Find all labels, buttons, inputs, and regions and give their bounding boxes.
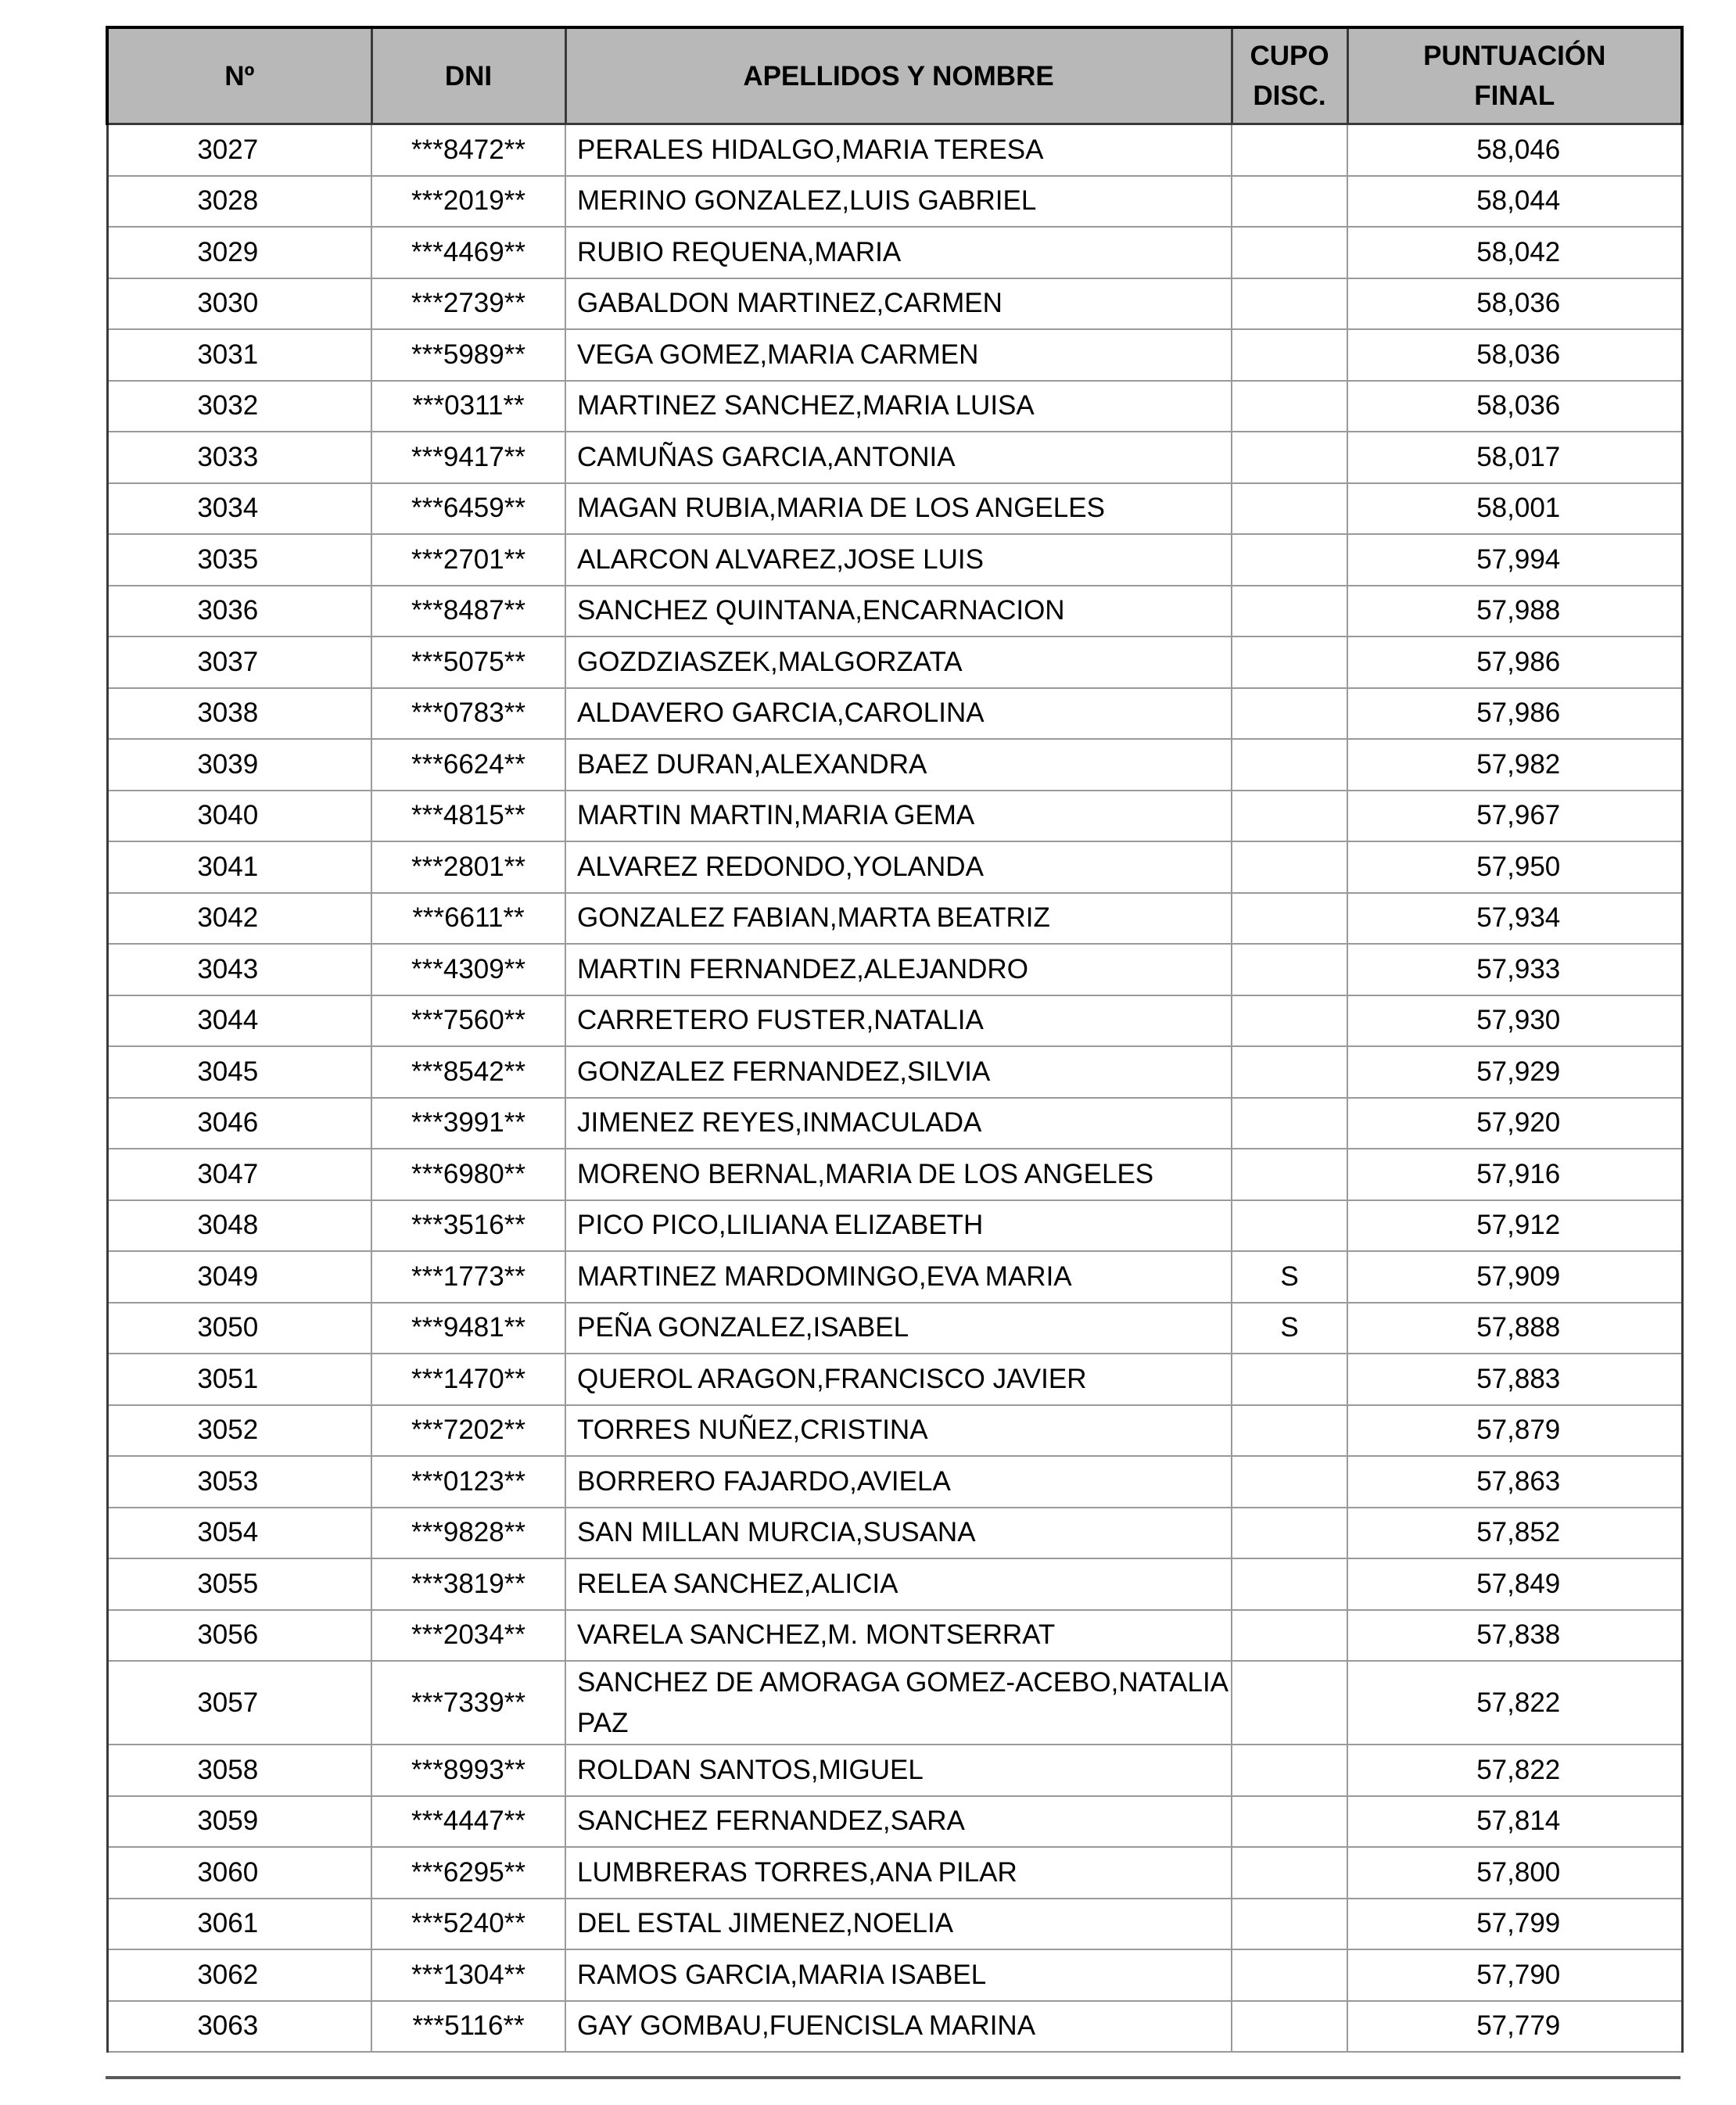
cell-dni: ***7560** bbox=[371, 995, 565, 1047]
table-row bbox=[107, 1456, 1682, 1508]
cell-puntuacion-final: 58,046 bbox=[1347, 124, 1682, 176]
cell-dni: ***1470** bbox=[371, 1354, 565, 1405]
cell-full-name: QUEROL ARAGON,FRANCISCO JAVIER bbox=[565, 1354, 1232, 1405]
cell-cupo-disc bbox=[1232, 176, 1347, 228]
cell-cupo-disc bbox=[1232, 432, 1347, 483]
cell-full-name: ALARCON ALVAREZ,JOSE LUIS bbox=[565, 534, 1232, 586]
cell-dni: ***9828** bbox=[371, 1508, 565, 1559]
cell-cupo-disc bbox=[1232, 1661, 1347, 1745]
cell-puntuacion-final: 57,888 bbox=[1347, 1303, 1682, 1354]
cell-dni: ***2701** bbox=[371, 534, 565, 586]
header-name: APELLIDOS Y NOMBRE bbox=[565, 27, 1232, 124]
cell-puntuacion-final: 57,930 bbox=[1347, 995, 1682, 1047]
table-row bbox=[107, 1508, 1682, 1559]
cell-full-name: BORRERO FAJARDO,AVIELA bbox=[565, 1456, 1232, 1508]
cell-dni: ***2034** bbox=[371, 1610, 565, 1662]
table-row bbox=[107, 278, 1682, 330]
cell-puntuacion-final: 57,879 bbox=[1347, 1405, 1682, 1457]
table-row bbox=[107, 329, 1682, 381]
cell-full-name: GAY GOMBAU,FUENCISLA MARINA bbox=[565, 2001, 1232, 2053]
cell-dni: ***3819** bbox=[371, 1558, 565, 1610]
cell-cupo-disc bbox=[1232, 483, 1347, 535]
table-row bbox=[107, 1251, 1682, 1303]
cell-cupo-disc bbox=[1232, 1847, 1347, 1899]
cell-number: 3058 bbox=[107, 1745, 371, 1796]
cell-dni: ***4469** bbox=[371, 227, 565, 278]
results-table bbox=[106, 26, 1684, 2053]
table-row bbox=[107, 1558, 1682, 1610]
cell-full-name: BAEZ DURAN,ALEXANDRA bbox=[565, 739, 1232, 791]
table-row bbox=[107, 483, 1682, 535]
cell-full-name: ROLDAN SANTOS,MIGUEL bbox=[565, 1745, 1232, 1796]
cell-number: 3052 bbox=[107, 1405, 371, 1457]
cell-number: 3059 bbox=[107, 1796, 371, 1848]
cell-full-name: SANCHEZ FERNANDEZ,SARA bbox=[565, 1796, 1232, 1848]
cell-number: 3036 bbox=[107, 586, 371, 637]
table-row bbox=[107, 432, 1682, 483]
cell-puntuacion-final: 57,822 bbox=[1347, 1661, 1682, 1745]
cell-full-name: MERINO GONZALEZ,LUIS GABRIEL bbox=[565, 176, 1232, 228]
cell-full-name: GOZDZIASZEK,MALGORZATA bbox=[565, 637, 1232, 688]
cell-dni: ***5075** bbox=[371, 637, 565, 688]
cell-full-name: DEL ESTAL JIMENEZ,NOELIA bbox=[565, 1899, 1232, 1950]
cell-dni: ***2019** bbox=[371, 176, 565, 228]
table-row bbox=[107, 841, 1682, 893]
cell-cupo-disc: S bbox=[1232, 1303, 1347, 1354]
cell-full-name: MARTINEZ SANCHEZ,MARIA LUISA bbox=[565, 381, 1232, 432]
table-row bbox=[107, 688, 1682, 740]
cell-dni: ***7339** bbox=[371, 1661, 565, 1745]
cell-full-name: PICO PICO,LILIANA ELIZABETH bbox=[565, 1200, 1232, 1252]
cell-cupo-disc bbox=[1232, 534, 1347, 586]
cell-full-name: MARTIN MARTIN,MARIA GEMA bbox=[565, 791, 1232, 842]
cell-cupo-disc bbox=[1232, 1200, 1347, 1252]
table-row bbox=[107, 791, 1682, 842]
cell-dni: ***3516** bbox=[371, 1200, 565, 1252]
cell-full-name: RUBIO REQUENA,MARIA bbox=[565, 227, 1232, 278]
header-puntuacion-final bbox=[1347, 27, 1682, 124]
cell-dni: ***3991** bbox=[371, 1098, 565, 1149]
cell-full-name: MARTIN FERNANDEZ,ALEJANDRO bbox=[565, 944, 1232, 995]
cell-full-name: MAGAN RUBIA,MARIA DE LOS ANGELES bbox=[565, 483, 1232, 535]
cell-cupo-disc bbox=[1232, 1796, 1347, 1848]
cell-cupo-disc bbox=[1232, 1610, 1347, 1662]
header-row bbox=[107, 27, 1682, 124]
cell-puntuacion-final: 57,986 bbox=[1347, 688, 1682, 740]
table-row bbox=[107, 586, 1682, 637]
cell-number: 3043 bbox=[107, 944, 371, 995]
cell-number: 3031 bbox=[107, 329, 371, 381]
cell-number: 3034 bbox=[107, 483, 371, 535]
table-row bbox=[107, 1200, 1682, 1252]
cell-dni: ***8993** bbox=[371, 1745, 565, 1796]
cell-puntuacion-final: 58,036 bbox=[1347, 278, 1682, 330]
cell-dni: ***4815** bbox=[371, 791, 565, 842]
table-row bbox=[107, 739, 1682, 791]
cell-puntuacion-final: 57,920 bbox=[1347, 1098, 1682, 1149]
cell-cupo-disc bbox=[1232, 1558, 1347, 1610]
table-row bbox=[107, 124, 1682, 176]
cell-full-name: VEGA GOMEZ,MARIA CARMEN bbox=[565, 329, 1232, 381]
cell-full-name: SAN MILLAN MURCIA,SUSANA bbox=[565, 1508, 1232, 1559]
cell-full-name: RELEA SANCHEZ,ALICIA bbox=[565, 1558, 1232, 1610]
cell-puntuacion-final: 57,849 bbox=[1347, 1558, 1682, 1610]
cell-full-name: LUMBRERAS TORRES,ANA PILAR bbox=[565, 1847, 1232, 1899]
table-row bbox=[107, 637, 1682, 688]
cell-dni: ***6295** bbox=[371, 1847, 565, 1899]
table-row bbox=[107, 1098, 1682, 1149]
cell-dni: ***5989** bbox=[371, 329, 565, 381]
cell-dni: ***6459** bbox=[371, 483, 565, 535]
cell-cupo-disc bbox=[1232, 1149, 1347, 1200]
cell-dni: ***2739** bbox=[371, 278, 565, 330]
cell-full-name: MARTINEZ MARDOMINGO,EVA MARIA bbox=[565, 1251, 1232, 1303]
cell-dni: ***7202** bbox=[371, 1405, 565, 1457]
cell-full-name: RAMOS GARCIA,MARIA ISABEL bbox=[565, 1949, 1232, 2001]
cell-dni: ***9417** bbox=[371, 432, 565, 483]
cell-full-name: GONZALEZ FERNANDEZ,SILVIA bbox=[565, 1046, 1232, 1098]
cell-full-name: TORRES NUÑEZ,CRISTINA bbox=[565, 1405, 1232, 1457]
cell-full-name: VARELA SANCHEZ,M. MONTSERRAT bbox=[565, 1610, 1232, 1662]
cell-full-name: ALDAVERO GARCIA,CAROLINA bbox=[565, 688, 1232, 740]
cell-puntuacion-final: 57,916 bbox=[1347, 1149, 1682, 1200]
cell-puntuacion-final: 57,982 bbox=[1347, 739, 1682, 791]
cell-cupo-disc bbox=[1232, 1456, 1347, 1508]
cell-full-name: GABALDON MARTINEZ,CARMEN bbox=[565, 278, 1232, 330]
cell-dni: ***6980** bbox=[371, 1149, 565, 1200]
cell-full-name: SANCHEZ QUINTANA,ENCARNACION bbox=[565, 586, 1232, 637]
cell-dni: ***8487** bbox=[371, 586, 565, 637]
cell-puntuacion-final: 57,883 bbox=[1347, 1354, 1682, 1405]
cell-number: 3033 bbox=[107, 432, 371, 483]
cell-number: 3045 bbox=[107, 1046, 371, 1098]
cell-full-name: MORENO BERNAL,MARIA DE LOS ANGELES bbox=[565, 1149, 1232, 1200]
cell-cupo-disc: S bbox=[1232, 1251, 1347, 1303]
cell-dni: ***1304** bbox=[371, 1949, 565, 2001]
cell-number: 3047 bbox=[107, 1149, 371, 1200]
cell-puntuacion-final: 57,950 bbox=[1347, 841, 1682, 893]
table-row bbox=[107, 2001, 1682, 2053]
cell-number: 3029 bbox=[107, 227, 371, 278]
cell-puntuacion-final: 58,036 bbox=[1347, 329, 1682, 381]
cell-puntuacion-final: 57,909 bbox=[1347, 1251, 1682, 1303]
cell-cupo-disc bbox=[1232, 893, 1347, 945]
table-row bbox=[107, 176, 1682, 228]
cell-dni: ***9481** bbox=[371, 1303, 565, 1354]
table-row bbox=[107, 381, 1682, 432]
cell-cupo-disc bbox=[1232, 1508, 1347, 1559]
cell-puntuacion-final: 57,838 bbox=[1347, 1610, 1682, 1662]
cell-dni: ***0311** bbox=[371, 381, 565, 432]
table-row bbox=[107, 1405, 1682, 1457]
cell-cupo-disc bbox=[1232, 278, 1347, 330]
cell-cupo-disc bbox=[1232, 124, 1347, 176]
cell-puntuacion-final: 57,790 bbox=[1347, 1949, 1682, 2001]
table-row bbox=[107, 1796, 1682, 1848]
cell-puntuacion-final: 57,779 bbox=[1347, 2001, 1682, 2053]
cell-number: 3044 bbox=[107, 995, 371, 1047]
table-row bbox=[107, 1661, 1682, 1745]
cell-cupo-disc bbox=[1232, 995, 1347, 1047]
cell-cupo-disc bbox=[1232, 688, 1347, 740]
cell-full-name: CARRETERO FUSTER,NATALIA bbox=[565, 995, 1232, 1047]
cell-number: 3063 bbox=[107, 2001, 371, 2053]
cell-cupo-disc bbox=[1232, 791, 1347, 842]
cell-puntuacion-final: 57,822 bbox=[1347, 1745, 1682, 1796]
table-row bbox=[107, 944, 1682, 995]
table-row bbox=[107, 1745, 1682, 1796]
cell-number: 3030 bbox=[107, 278, 371, 330]
cell-puntuacion-final: 57,988 bbox=[1347, 586, 1682, 637]
cell-dni: ***6611** bbox=[371, 893, 565, 945]
cell-dni: ***5116** bbox=[371, 2001, 565, 2053]
table-row bbox=[107, 1949, 1682, 2001]
cell-dni: ***5240** bbox=[371, 1899, 565, 1950]
cell-number: 3049 bbox=[107, 1251, 371, 1303]
cell-number: 3055 bbox=[107, 1558, 371, 1610]
cell-number: 3040 bbox=[107, 791, 371, 842]
cell-number: 3051 bbox=[107, 1354, 371, 1405]
header-dni: DNI bbox=[371, 27, 565, 124]
cell-full-name: PEÑA GONZALEZ,ISABEL bbox=[565, 1303, 1232, 1354]
table-row bbox=[107, 1303, 1682, 1354]
table-row bbox=[107, 1046, 1682, 1098]
cell-cupo-disc bbox=[1232, 586, 1347, 637]
cell-full-name: GONZALEZ FABIAN,MARTA BEATRIZ bbox=[565, 893, 1232, 945]
cell-dni: ***8472** bbox=[371, 124, 565, 176]
cell-dni: ***1773** bbox=[371, 1251, 565, 1303]
header-puntuacion-final-text: PUNTUACIÓN FINAL bbox=[1423, 41, 1606, 111]
cell-full-name: SANCHEZ DE AMORAGA GOMEZ-ACEBO,NATALIA PAZ bbox=[565, 1661, 1232, 1745]
table-row bbox=[107, 1354, 1682, 1405]
cell-number: 3056 bbox=[107, 1610, 371, 1662]
table-row bbox=[107, 1610, 1682, 1662]
table-body bbox=[107, 124, 1682, 2053]
cell-puntuacion-final: 58,044 bbox=[1347, 176, 1682, 228]
cell-puntuacion-final: 57,863 bbox=[1347, 1456, 1682, 1508]
cell-number: 3060 bbox=[107, 1847, 371, 1899]
cell-number: 3027 bbox=[107, 124, 371, 176]
header-number: Nº bbox=[107, 27, 371, 124]
table-row bbox=[107, 227, 1682, 278]
cell-puntuacion-final: 57,934 bbox=[1347, 893, 1682, 945]
header-cupo-disc-text: CUPO DISC. bbox=[1250, 41, 1329, 111]
cell-puntuacion-final: 58,017 bbox=[1347, 432, 1682, 483]
cell-cupo-disc bbox=[1232, 739, 1347, 791]
cell-puntuacion-final: 57,933 bbox=[1347, 944, 1682, 995]
cell-puntuacion-final: 57,967 bbox=[1347, 791, 1682, 842]
cell-number: 3035 bbox=[107, 534, 371, 586]
cell-cupo-disc bbox=[1232, 1405, 1347, 1457]
cell-number: 3028 bbox=[107, 176, 371, 228]
cell-dni: ***0123** bbox=[371, 1456, 565, 1508]
cell-number: 3048 bbox=[107, 1200, 371, 1252]
cell-number: 3057 bbox=[107, 1661, 371, 1745]
cell-full-name: JIMENEZ REYES,INMACULADA bbox=[565, 1098, 1232, 1149]
cell-cupo-disc bbox=[1232, 1949, 1347, 2001]
table-row bbox=[107, 995, 1682, 1047]
cell-puntuacion-final: 57,994 bbox=[1347, 534, 1682, 586]
cell-puntuacion-final: 57,852 bbox=[1347, 1508, 1682, 1559]
cell-puntuacion-final: 57,799 bbox=[1347, 1899, 1682, 1950]
cell-number: 3042 bbox=[107, 893, 371, 945]
table-row bbox=[107, 1847, 1682, 1899]
cell-dni: ***2801** bbox=[371, 841, 565, 893]
cell-number: 3050 bbox=[107, 1303, 371, 1354]
cell-puntuacion-final: 57,800 bbox=[1347, 1847, 1682, 1899]
cell-cupo-disc bbox=[1232, 944, 1347, 995]
cell-dni: ***6624** bbox=[371, 739, 565, 791]
cell-number: 3039 bbox=[107, 739, 371, 791]
cell-cupo-disc bbox=[1232, 381, 1347, 432]
cell-cupo-disc bbox=[1232, 1745, 1347, 1796]
cell-number: 3041 bbox=[107, 841, 371, 893]
cell-puntuacion-final: 57,986 bbox=[1347, 637, 1682, 688]
cell-number: 3038 bbox=[107, 688, 371, 740]
cell-number: 3062 bbox=[107, 1949, 371, 2001]
cell-cupo-disc bbox=[1232, 841, 1347, 893]
bottom-divider bbox=[106, 2076, 1680, 2079]
table-row bbox=[107, 534, 1682, 586]
cell-full-name: ALVAREZ REDONDO,YOLANDA bbox=[565, 841, 1232, 893]
cell-dni: ***4309** bbox=[371, 944, 565, 995]
cell-full-name: PERALES HIDALGO,MARIA TERESA bbox=[565, 124, 1232, 176]
cell-cupo-disc bbox=[1232, 2001, 1347, 2053]
header-cupo-disc bbox=[1232, 27, 1347, 124]
cell-puntuacion-final: 58,036 bbox=[1347, 381, 1682, 432]
cell-cupo-disc bbox=[1232, 329, 1347, 381]
cell-number: 3046 bbox=[107, 1098, 371, 1149]
cell-puntuacion-final: 57,814 bbox=[1347, 1796, 1682, 1848]
cell-number: 3037 bbox=[107, 637, 371, 688]
cell-dni: ***4447** bbox=[371, 1796, 565, 1848]
cell-number: 3061 bbox=[107, 1899, 371, 1950]
cell-cupo-disc bbox=[1232, 1354, 1347, 1405]
cell-number: 3054 bbox=[107, 1508, 371, 1559]
cell-full-name: CAMUÑAS GARCIA,ANTONIA bbox=[565, 432, 1232, 483]
cell-puntuacion-final: 58,001 bbox=[1347, 483, 1682, 535]
table-row bbox=[107, 1899, 1682, 1950]
cell-puntuacion-final: 58,042 bbox=[1347, 227, 1682, 278]
cell-dni: ***0783** bbox=[371, 688, 565, 740]
table-row bbox=[107, 1149, 1682, 1200]
cell-dni: ***8542** bbox=[371, 1046, 565, 1098]
cell-cupo-disc bbox=[1232, 227, 1347, 278]
cell-cupo-disc bbox=[1232, 1098, 1347, 1149]
cell-number: 3053 bbox=[107, 1456, 371, 1508]
table-header bbox=[107, 27, 1682, 124]
cell-cupo-disc bbox=[1232, 1899, 1347, 1950]
cell-puntuacion-final: 57,912 bbox=[1347, 1200, 1682, 1252]
cell-puntuacion-final: 57,929 bbox=[1347, 1046, 1682, 1098]
cell-number: 3032 bbox=[107, 381, 371, 432]
cell-cupo-disc bbox=[1232, 1046, 1347, 1098]
table-row bbox=[107, 893, 1682, 945]
cell-cupo-disc bbox=[1232, 637, 1347, 688]
